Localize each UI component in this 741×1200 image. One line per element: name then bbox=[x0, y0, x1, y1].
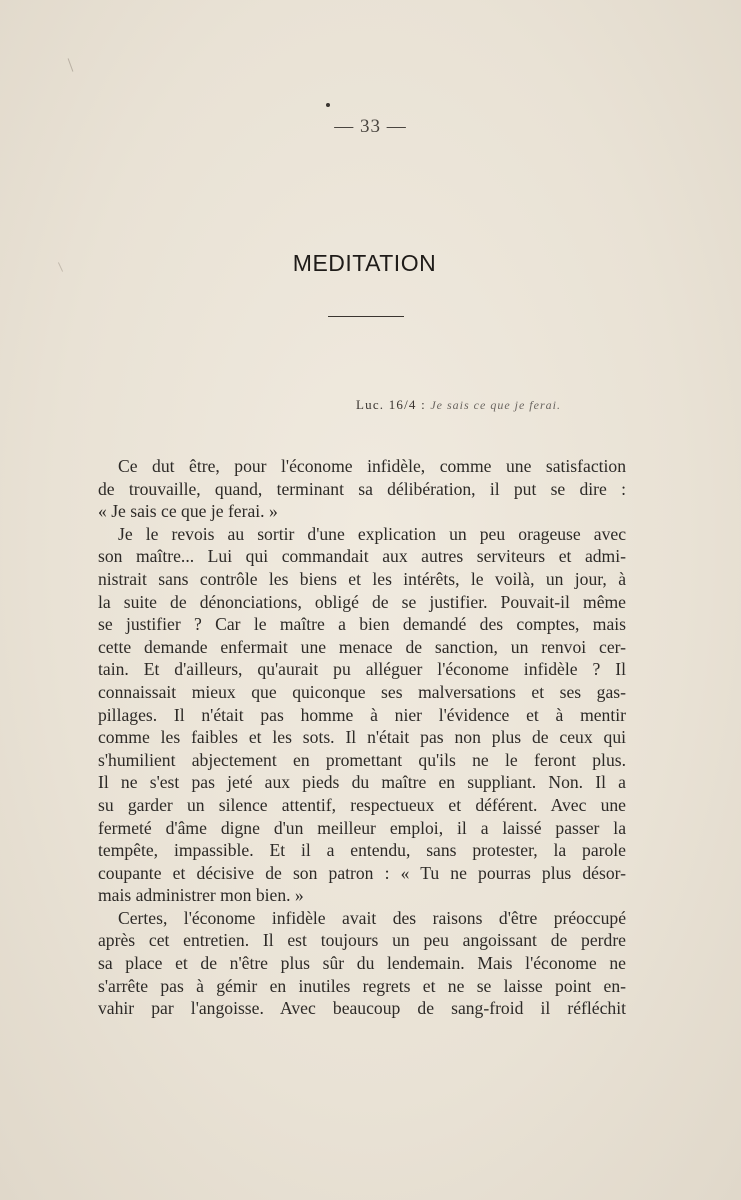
text-line: nistrait sans contrôle les biens et les intérêts, le voilà, un jour, à bbox=[98, 568, 626, 589]
ink-dot bbox=[326, 103, 330, 107]
epigraph bbox=[356, 397, 561, 413]
text-line: cette demande enfermait une menace de sanction, un renvoi cer- bbox=[98, 636, 626, 657]
page-title: MEDITATION bbox=[292, 250, 437, 276]
text-line: su garder un silence attentif, respectueux et déférent. Avec une bbox=[98, 794, 626, 815]
text-line: sa place et de n'être plus sûr du lendemain. Mais l'économe ne bbox=[98, 953, 626, 974]
text-line: mais administrer mon bien. » bbox=[98, 885, 304, 906]
text-line: s'humilient abjectement en promettant qu'ils ne le feront plus. bbox=[98, 749, 626, 770]
epigraph-reference: Luc. 16/4 : bbox=[356, 397, 431, 412]
text-line: Ce dut être, pour l'économe infidèle, comme une satisfaction bbox=[118, 456, 626, 476]
text-line: se justifier ? Car le maître a bien demandé des comptes, mais bbox=[98, 614, 626, 635]
text-line: vahir par l'angoisse. Avec beaucoup de sang-froid il réfléchit bbox=[98, 998, 626, 1019]
text-line: coupante et décisive de son patron : « Tu ne pourras plus désor- bbox=[98, 862, 626, 883]
text-line: comme les faibles et les sots. Il n'était pas non plus de ceux qui bbox=[98, 727, 626, 748]
text-line: Il ne s'est pas jeté aux pieds du maître en suppliant. Non. Il a bbox=[98, 772, 626, 793]
text-line: la suite de dénonciations, obligé de se justifier. Pouvait-il même bbox=[98, 591, 626, 612]
text-line: « Je sais ce que je ferai. » bbox=[98, 501, 278, 522]
body-text bbox=[98, 455, 626, 1020]
text-line: de trouvaille, quand, terminant sa délibération, il put se dire : bbox=[98, 478, 626, 499]
epigraph-quote: Je sais ce que je ferai. bbox=[430, 398, 561, 412]
page-number: — 33 — bbox=[334, 116, 407, 137]
title-divider bbox=[328, 316, 404, 317]
text-line: pillages. Il n'était pas homme à nier l'évidence et à mentir bbox=[98, 704, 626, 725]
text-line: connaissait mieux que quiconque ses malversations et ses gas- bbox=[98, 681, 626, 702]
text-line: Certes, l'économe infidèle avait des raisons d'être préoccupé bbox=[118, 907, 626, 928]
text-line: tain. Et d'ailleurs, qu'aurait pu alléguer l'économe infidèle ? Il bbox=[98, 659, 626, 680]
text-line: fermeté d'âme digne d'un meilleur emploi, il a laissé passer la bbox=[98, 817, 626, 838]
text-line: tempête, impassible. Et il a entendu, sans protester, la parole bbox=[98, 840, 626, 861]
text-line: après cet entretien. Il est toujours un peu angoissant de perdre bbox=[98, 930, 626, 951]
text-line: Je le revois au sortir d'une explication un peu orageuse avec bbox=[118, 523, 626, 544]
text-line: son maître... Lui qui commandait aux autres serviteurs et admi- bbox=[98, 546, 626, 567]
text-line: s'arrête pas à gémir en inutiles regrets et ne se laisse point en- bbox=[98, 975, 626, 996]
